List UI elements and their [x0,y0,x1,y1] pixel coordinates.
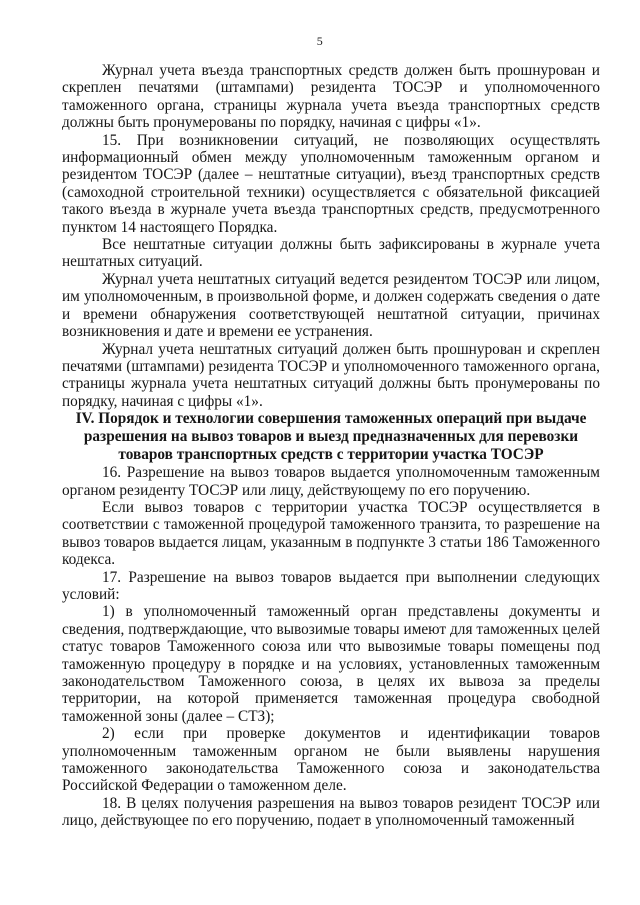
paragraph: 17. Разрешение на вывоз товаров выдается при выполнении следующих условий: [62,568,600,603]
section-heading-line: IV. Порядок и технологии совершения таможенных операций при выдаче [75,410,587,428]
section-heading-line: товаров транспортных средств с территории участка ТОСЭР [118,446,544,464]
paragraph: Журнал учета въезда транспортных средств должен быть прошнурован и скреплен печатями (штампами) резидента ТОСЭР и уполномоченного таможенного органа, страницы журнала учета въезда транспортных средств должны быть пронумерованы по порядку, начиная с цифры «1». [62,62,600,132]
paragraph: 16. Разрешение на вывоз товаров выдается уполномоченным таможенным органом резиденту ТОСЭР или лицу, действующему по его поручению. [62,464,600,499]
document-body [62,62,600,830]
paragraph: Журнал учета нештатных ситуаций ведется резидентом ТОСЭР или лицом, им уполномоченным, в произвольной форме, и должен содержать сведения о дате и времени обнаружения соответствующей нештатной ситуации, причинах возникновения и дате и времени ее устранения. [62,270,600,341]
paragraph: 2) если при проверке документов и идентификации товаров уполномоченным таможенным органом не были выявлены нарушения таможенного законодательства Таможенного союза и законодательства Российской Федерации о таможенном деле. [62,725,600,795]
paragraph: Журнал учета нештатных ситуаций должен быть прошнурован и скреплен печатями (штампами) резидента ТОСЭР и уполномоченного таможенного органа, страницы журнала учета нештатных ситуаций должны быть пронумерованы по порядку, начиная с цифры «1». [62,340,600,410]
paragraph: 15. При возникновении ситуаций, не позволяющих осуществлять информационный обмен между уполномоченным таможенным органом и резидентом ТОСЭР (далее – нештатные ситуации), въезд транспортных средств (самоходной строительной техники) осуществляется с обязательной фиксацией такого въезда в журнале учета въезда транспортных средств, предусмотренного пунктом 14 настоящего Порядка. [62,131,600,236]
section-heading [62,410,600,464]
paragraph: Все нештатные ситуации должны быть зафиксированы в журнале учета нештатных ситуаций. [62,236,600,271]
page-number: 5 [316,34,324,48]
paragraph: 18. В целях получения разрешения на вывоз товаров резидент ТОСЭР или лицо, действующее по его поручению, подает в уполномоченный таможенный [62,794,600,830]
paragraph: 1) в уполномоченный таможенный орган представлены документы и сведения, подтверждающие, что вывозимые товары имеют для таможенных целей статус товаров Таможенного союза или что вывозимые товары помещены под таможенную процедуру в порядке и на условиях, установленных таможенным законодательством Таможенного союза, в целях их вывоза за пределы территории, на которой применяется таможенная процедура свободной таможенной зоны (далее – СТЗ); [62,603,600,725]
paragraph: Если вывоз товаров с территории участка ТОСЭР осуществляется в соответствии с таможенной процедурой таможенного транзита, то разрешение на вывоз товаров выдается лицам, указанным в подпункте 3 статьи 186 Таможенного кодекса. [62,498,600,569]
section-heading-line: разрешения на вывоз товаров и выезд предназначенных для перевозки [83,428,579,446]
